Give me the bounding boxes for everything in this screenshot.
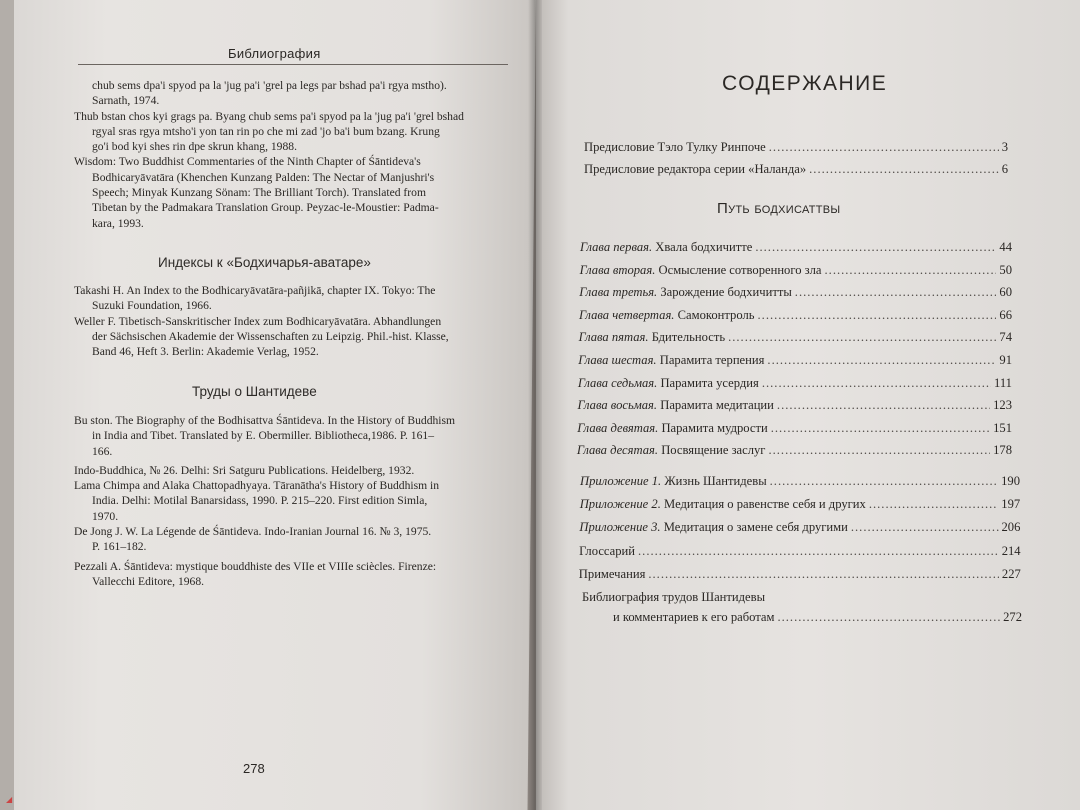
bib-line: Suzuki Foundation, 1966. — [92, 299, 212, 313]
bibliography-indexes — [74, 283, 484, 359]
toc-entry-page: 91 — [999, 353, 1012, 367]
leader-dots — [755, 240, 996, 255]
toc-entry-page: 50 — [999, 262, 1012, 277]
toc-entry-label: и комментариев к его работам — [613, 610, 775, 624]
chapter-prefix: Глава четвертая. — [578, 307, 675, 322]
chapter-title: Посвящение заслуг — [661, 443, 766, 458]
chapter-title: Парамита терпения — [659, 353, 765, 367]
leader-dots — [767, 353, 996, 368]
toc-entry-chapter — [577, 421, 1012, 436]
toc-entry-chapter — [580, 263, 1012, 278]
leader-dots — [769, 140, 999, 155]
toc-entry-page: 74 — [999, 330, 1012, 345]
chapter-title: Парамита усердия — [660, 375, 759, 390]
book-gutter — [528, 0, 542, 810]
toc-entry-chapter — [577, 443, 1012, 458]
leader-dots — [869, 497, 998, 512]
appendix-title: Медитация о замене себя другими — [663, 520, 848, 535]
toc-entry-label — [580, 240, 752, 255]
toc-subtitle-text: Путь бодхисаттвы — [717, 200, 841, 217]
toc-entry-label — [577, 443, 766, 458]
appendix-title: Примечания — [578, 566, 646, 581]
toc-entry-label: Предисловие Тэло Тулку Ринпоче — [584, 140, 766, 154]
toc-entry-page: 206 — [1001, 520, 1021, 535]
toc-entry-label — [578, 376, 759, 391]
toc-entry-appendix — [579, 544, 1021, 559]
toc-entry-chapter — [578, 376, 1012, 391]
leader-dots — [777, 610, 1000, 625]
bib-line: Thub bstan chos kyi grags pa. Byang chub sems pa'i spyod pa la 'jug pa'i 'grel bshad — [74, 109, 464, 123]
section-title-indexes: Индексы к «Бодхичарья-аватаре» — [158, 255, 371, 270]
leader-dots — [771, 421, 990, 436]
chapter-prefix: Глава шестая. — [578, 353, 657, 367]
bib-line: go'i bod kyi shes rin dpe skrun khang, 1988. — [92, 140, 297, 154]
chapter-prefix: Глава седьмая. — [577, 375, 658, 390]
corner-mark: ◢ — [6, 795, 13, 804]
bib-line: Band 46, Heft 3. Berlin: Akademie Verlag, 1952. — [92, 345, 319, 359]
book-edge — [0, 0, 14, 810]
chapter-title: Бдительность — [651, 330, 726, 345]
bib-line: Speech; Minyak Kunzang Sönam: The Brilliant Torch). Translated from — [92, 186, 426, 200]
toc-entry-page: 227 — [1001, 566, 1021, 581]
bib-line: India. Delhi: Motilal Banarsidass, 1990. P. 215–220. First edition Simla, — [92, 494, 428, 508]
chapter-prefix: Глава пятая. — [578, 330, 649, 345]
toc-entry-page: 272 — [1003, 610, 1022, 624]
toc-entry-label — [579, 308, 755, 323]
toc-entry-appendix — [579, 520, 1020, 535]
toc-entry-preface-1 — [584, 140, 1008, 155]
bib-line: rgyal sras rgya mtsho'i yon tan rin po che mi zad 'jo ba'i bum bzang. Krung — [92, 124, 440, 138]
chapter-title: Парамита мудрости — [661, 420, 768, 435]
bib-line: Lama Chimpa and Alaka Chattopadhyaya. Tāranātha's History of Buddhism in — [74, 479, 440, 493]
toc-entry-page: 123 — [993, 398, 1012, 413]
bib-line: kara, 1993. — [92, 216, 144, 230]
chapter-title: Зарождение бодхичитты — [660, 285, 792, 300]
bib-line: Weller F. Tibetisch-Sanskritischer Index zum Bodhicaryāvatāra. Abhandlungen — [74, 314, 442, 328]
bib-line: Pezzali A. Śāntideva: mystique bouddhiste des VIIe et VIIIe sciècles. Firenze: — [74, 559, 437, 573]
leader-dots — [795, 285, 997, 300]
appendix-prefix: Приложение 1. — [580, 474, 662, 488]
leader-dots — [777, 398, 990, 413]
bib-line: chub sems dpa'i spyod pa la 'jug pa'i 'grel pa legs par bshad pa'i rgya mstho). — [92, 79, 447, 92]
toc-entry-bibliography — [613, 610, 1022, 625]
toc-entry-page: 178 — [993, 443, 1012, 458]
bib-line: Vallecchi Editore, 1968. — [92, 574, 205, 588]
toc-entry-chapter — [578, 398, 1012, 413]
toc-entry-page: 3 — [1001, 140, 1008, 154]
bib-line: 166. — [92, 444, 113, 458]
toc-entry-label — [580, 474, 767, 489]
chapter-prefix: Глава девятая. — [577, 420, 659, 435]
leader-dots — [648, 567, 999, 582]
bib-line: Sarnath, 1974. — [92, 94, 160, 108]
toc-entry-chapter — [579, 308, 1012, 323]
toc-bibliography-line1: Библиография трудов Шантидевы — [582, 590, 766, 604]
toc-entry-label — [579, 330, 726, 345]
toc-entry-chapter — [580, 240, 1012, 255]
leader-dots — [809, 162, 999, 177]
bib-line: 1970. — [92, 509, 119, 523]
toc-entry-label — [579, 520, 847, 535]
leader-dots — [758, 308, 997, 323]
toc-entry-label — [579, 285, 792, 300]
toc-entry-chapter — [578, 353, 1012, 368]
appendix-prefix: Приложение 3. — [579, 520, 661, 535]
appendix-title: Медитация о равенстве себя и других — [664, 497, 866, 512]
bib-line: in India and Tibet. Translated by E. Obermiller. Bibliotheca,1986. P. 161– — [92, 429, 434, 443]
toc-entry-chapter — [579, 330, 1012, 345]
chapter-prefix: Глава восьмая. — [577, 398, 658, 413]
toc-entry-page: 44 — [999, 240, 1012, 254]
bib-line: P. 161–182. — [92, 540, 147, 554]
toc-entry-label — [579, 544, 635, 559]
chapter-title: Самоконтроль — [677, 307, 755, 322]
bib-line: Tibetan by the Padmakara Translation Group. Peyzac-le-Moustier: Padma- — [92, 201, 439, 215]
toc-entry-page: 214 — [1001, 543, 1021, 558]
toc-entry-page: 6 — [1001, 162, 1008, 176]
bib-line: der Sächsischen Akademie der Wissenschaften zu Leipzig. Phil.-hist. Klasse, — [92, 329, 449, 343]
section-title-works: Труды о Шантидеве — [192, 384, 317, 399]
bib-line: Bodhicaryāvatāra (Khenchen Kunzang Palden: The Nectar of Manjushri's — [92, 170, 435, 184]
appendix-prefix: Приложение 2. — [579, 497, 661, 512]
bibliography-works — [74, 413, 484, 589]
toc-entry-appendix — [579, 567, 1021, 582]
toc-title — [722, 72, 887, 96]
toc-title-text: СОДЕРЖАНИЕ — [722, 72, 888, 95]
toc-entry-page: 190 — [1001, 474, 1020, 488]
leader-dots — [762, 376, 991, 391]
header-rule — [78, 64, 508, 65]
bib-line: Takashi H. An Index to the Bodhicaryāvatāra-pañjikā, chapter IX. Tokyo: The — [74, 284, 436, 297]
toc-entry-label — [580, 497, 866, 512]
toc-entry-label — [578, 353, 764, 368]
leader-dots — [768, 443, 990, 458]
chapter-title: Парамита медитации — [660, 398, 774, 413]
bib-line: Bu ston. The Biography of the Bodhisattva Śāntideva. In the History of Buddhism — [74, 414, 456, 427]
toc-entry-chapter — [579, 285, 1012, 300]
appendix-title: Глоссарий — [579, 543, 636, 558]
toc-entry-page: 66 — [999, 307, 1012, 322]
toc-entry-label — [577, 421, 768, 436]
toc-entry-label — [580, 263, 822, 278]
leader-dots — [825, 263, 997, 278]
toc-entry-page: 111 — [994, 375, 1012, 390]
leader-dots — [770, 474, 998, 489]
toc-entry-appendix — [580, 474, 1020, 489]
toc-entry-label: Предисловие редактора серии «Наланда» — [584, 162, 807, 176]
leader-dots — [728, 330, 996, 345]
toc-subtitle — [717, 200, 840, 217]
chapter-title: Осмысление сотворенного зла — [658, 262, 822, 277]
page-number: 278 — [243, 761, 265, 776]
bib-line: Wisdom: Two Buddhist Commentaries of the Ninth Chapter of Śāntideva's — [74, 155, 421, 169]
toc-entry-label — [579, 567, 646, 582]
chapter-prefix: Глава вторая. — [579, 262, 656, 277]
chapter-prefix: Глава первая. — [580, 240, 653, 254]
toc-entry-page: 60 — [999, 285, 1012, 300]
bib-line: De Jong J. W. La Légende de Śāntideva. Indo-Iranian Journal 16. № 3, 1975. — [74, 525, 432, 539]
leader-dots — [638, 544, 999, 559]
chapter-prefix: Глава третья. — [579, 285, 658, 300]
toc-entry-preface-2 — [584, 162, 1008, 177]
appendix-title: Жизнь Шантидевы — [664, 474, 767, 488]
toc-entry-page: 151 — [993, 420, 1012, 435]
bib-line: Indo-Buddhica, № 26. Delhi: Sri Satguru Publications. Heidelberg, 1932. — [74, 463, 415, 477]
chapter-prefix: Глава десятая. — [576, 443, 659, 458]
chapter-title: Хвала бодхичитте — [655, 240, 753, 254]
leader-dots — [851, 520, 999, 535]
running-head: Библиография — [228, 46, 321, 61]
toc-entry-appendix — [580, 497, 1021, 512]
bibliography-top — [74, 78, 484, 231]
toc-entry-label — [578, 398, 774, 413]
toc-entry-page: 197 — [1001, 497, 1021, 512]
